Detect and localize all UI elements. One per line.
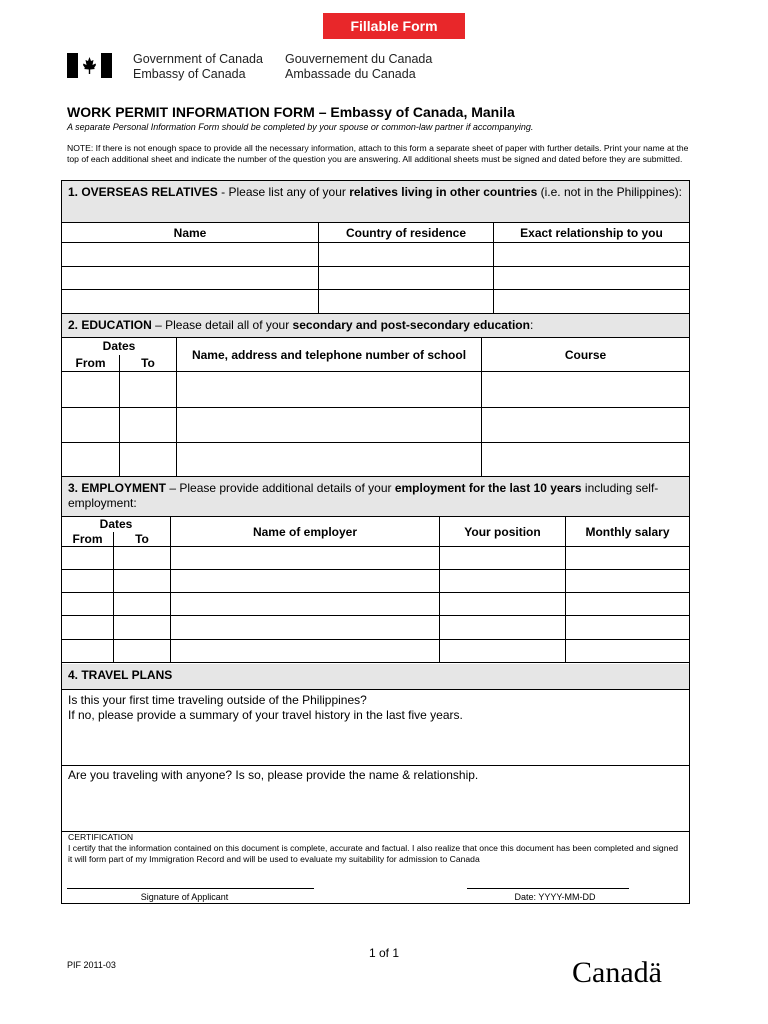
emp-from-field[interactable] <box>62 547 114 570</box>
section1-title: 1. OVERSEAS RELATIVES <box>68 185 218 199</box>
emp-to-field[interactable] <box>114 570 171 593</box>
col-employer: Name of employer <box>171 517 440 547</box>
date-label: Date: YYYY-MM-DD <box>514 892 596 902</box>
form-note: NOTE: If there is not enough space to provide all the necessary information, attach to this form a separate sheet of paper with further details. Print your name at the top of each additional sheet and indicate the number of the question you are answering. All additional sheets must be signed and dated before they are submitted. <box>67 143 689 164</box>
table-row <box>62 547 690 570</box>
col-salary: Monthly salary <box>566 517 690 547</box>
fillable-form-badge: Fillable Form <box>323 13 465 39</box>
section3-table <box>61 516 690 663</box>
table-row <box>62 267 690 290</box>
emp-salary-field[interactable] <box>566 640 690 663</box>
col-school: Name, address and telephone number of school <box>177 338 482 372</box>
edu-course-field[interactable] <box>482 372 690 408</box>
edu-to-field[interactable] <box>120 372 177 408</box>
edu-school-field[interactable] <box>177 372 482 408</box>
emp-position-field[interactable] <box>440 547 566 570</box>
title-rest: – Embassy of Canada, Manila <box>314 104 515 120</box>
col-to: To <box>120 355 177 372</box>
relative-country-field[interactable] <box>319 267 494 290</box>
section3-bold2: employment for the last 10 years <box>394 481 582 495</box>
emp-employer-field[interactable] <box>171 570 440 593</box>
edu-school-field[interactable] <box>177 443 482 477</box>
section1-heading <box>61 180 690 223</box>
col-name: Name <box>62 223 319 243</box>
edu-to-field[interactable] <box>120 443 177 477</box>
section3-heading <box>61 477 690 517</box>
col-relationship: Exact relationship to you <box>494 223 690 243</box>
travel-history-field[interactable] <box>61 690 690 766</box>
col-dates: Dates <box>62 338 177 355</box>
emp-employer-field[interactable] <box>171 640 440 663</box>
section2-table <box>61 337 690 477</box>
table-row <box>62 290 690 314</box>
emp-salary-field[interactable] <box>566 616 690 640</box>
emp-from-field[interactable] <box>62 640 114 663</box>
form-subtitle: A separate Personal Information Form should be completed by your spouse or common-law partner if accompanying. <box>67 122 534 132</box>
col-dates: Dates <box>62 517 171 532</box>
emp-from-field[interactable] <box>62 570 114 593</box>
section2-heading <box>61 314 690 338</box>
col-position: Your position <box>440 517 566 547</box>
col-from: From <box>62 355 120 372</box>
edu-from-field[interactable] <box>62 443 120 477</box>
emp-salary-field[interactable] <box>566 570 690 593</box>
edu-course-field[interactable] <box>482 443 690 477</box>
edu-from-field[interactable] <box>62 372 120 408</box>
signature-line[interactable] <box>67 888 314 889</box>
relative-name-field[interactable] <box>62 267 319 290</box>
table-row <box>62 640 690 663</box>
relative-name-field[interactable] <box>62 243 319 267</box>
col-from: From <box>62 532 114 547</box>
section2-bold2: secondary and post-secondary education <box>292 318 530 332</box>
emp-from-field[interactable] <box>62 593 114 616</box>
gov-fr-line1: Gouvernement du Canada <box>285 52 433 66</box>
edu-from-field[interactable] <box>62 408 120 443</box>
title-main: WORK PERMIT INFORMATION FORM <box>67 104 315 120</box>
emp-to-field[interactable] <box>114 593 171 616</box>
table-row <box>62 616 690 640</box>
emp-to-field[interactable] <box>114 547 171 570</box>
relative-name-field[interactable] <box>62 290 319 314</box>
form-code: PIF 2011-03 <box>67 960 116 970</box>
section1-table <box>61 222 690 314</box>
emp-position-field[interactable] <box>440 616 566 640</box>
section3-text2: including self-employment: <box>68 481 659 510</box>
edu-course-field[interactable] <box>482 408 690 443</box>
travel-q1-line1: Is this your first time traveling outside of the Philippines? <box>68 693 367 707</box>
table-row <box>62 570 690 593</box>
emp-from-field[interactable] <box>62 616 114 640</box>
government-en <box>133 52 263 82</box>
form-title <box>67 104 515 120</box>
government-fr <box>285 52 432 82</box>
travel-companion-field[interactable] <box>61 765 690 832</box>
section3-title: 3. EMPLOYMENT <box>68 481 167 495</box>
emp-salary-field[interactable] <box>566 593 690 616</box>
section1-bold2: relatives living in other countries <box>349 185 538 199</box>
certification <box>68 832 684 865</box>
section4-title: 4. TRAVEL PLANS <box>68 668 173 682</box>
travel-q2: Are you traveling with anyone? Is so, please provide the name & relationship. <box>68 768 479 782</box>
certification-heading: CERTIFICATION <box>68 832 134 842</box>
section1-text2: (i.e. not in the Philippines): <box>537 185 683 199</box>
col-course: Course <box>482 338 690 372</box>
relative-relationship-field[interactable] <box>494 243 690 267</box>
table-row <box>62 243 690 267</box>
section1-text1: - Please list any of your <box>217 185 350 199</box>
gov-en-line2: Embassy of Canada <box>133 67 246 81</box>
section4-heading <box>61 664 690 690</box>
emp-position-field[interactable] <box>440 570 566 593</box>
page-number: 1 of 1 <box>368 946 400 960</box>
canada-wordmark: Canadä <box>572 956 662 989</box>
edu-school-field[interactable] <box>177 408 482 443</box>
canada-flag-icon <box>67 53 112 78</box>
emp-employer-field[interactable] <box>171 547 440 570</box>
relative-country-field[interactable] <box>319 290 494 314</box>
signature-label: Signature of Applicant <box>140 892 229 902</box>
table-row <box>62 408 690 443</box>
section3-text1: – Please provide additional details of your <box>166 481 395 495</box>
emp-employer-field[interactable] <box>171 616 440 640</box>
gov-en-line1: Government of Canada <box>133 52 263 66</box>
edu-to-field[interactable] <box>120 408 177 443</box>
col-country: Country of residence <box>319 223 494 243</box>
col-to: To <box>114 532 171 547</box>
emp-to-field[interactable] <box>114 640 171 663</box>
emp-employer-field[interactable] <box>171 593 440 616</box>
gov-fr-line2: Ambassade du Canada <box>285 67 416 81</box>
relative-country-field[interactable] <box>319 243 494 267</box>
table-row <box>62 372 690 408</box>
emp-salary-field[interactable] <box>566 547 690 570</box>
relative-relationship-field[interactable] <box>494 267 690 290</box>
emp-position-field[interactable] <box>440 593 566 616</box>
emp-position-field[interactable] <box>440 640 566 663</box>
table-row <box>62 593 690 616</box>
certification-text: I certify that the information contained on this document is complete, accurate and factual. I also realize that once this document has been completed and signed it will form part of my Immigration Record and will be used to evaluate my suitability for admission to Canada <box>68 843 679 864</box>
travel-q1-line2: If no, please provide a summary of your travel history in the last five years. <box>68 708 463 722</box>
section2-text2: : <box>529 318 534 332</box>
relative-relationship-field[interactable] <box>494 290 690 314</box>
section2-title: 2. EDUCATION <box>68 318 152 332</box>
date-line[interactable] <box>467 888 629 889</box>
emp-to-field[interactable] <box>114 616 171 640</box>
table-row <box>62 443 690 477</box>
section2-text1: – Please detail all of your <box>151 318 293 332</box>
